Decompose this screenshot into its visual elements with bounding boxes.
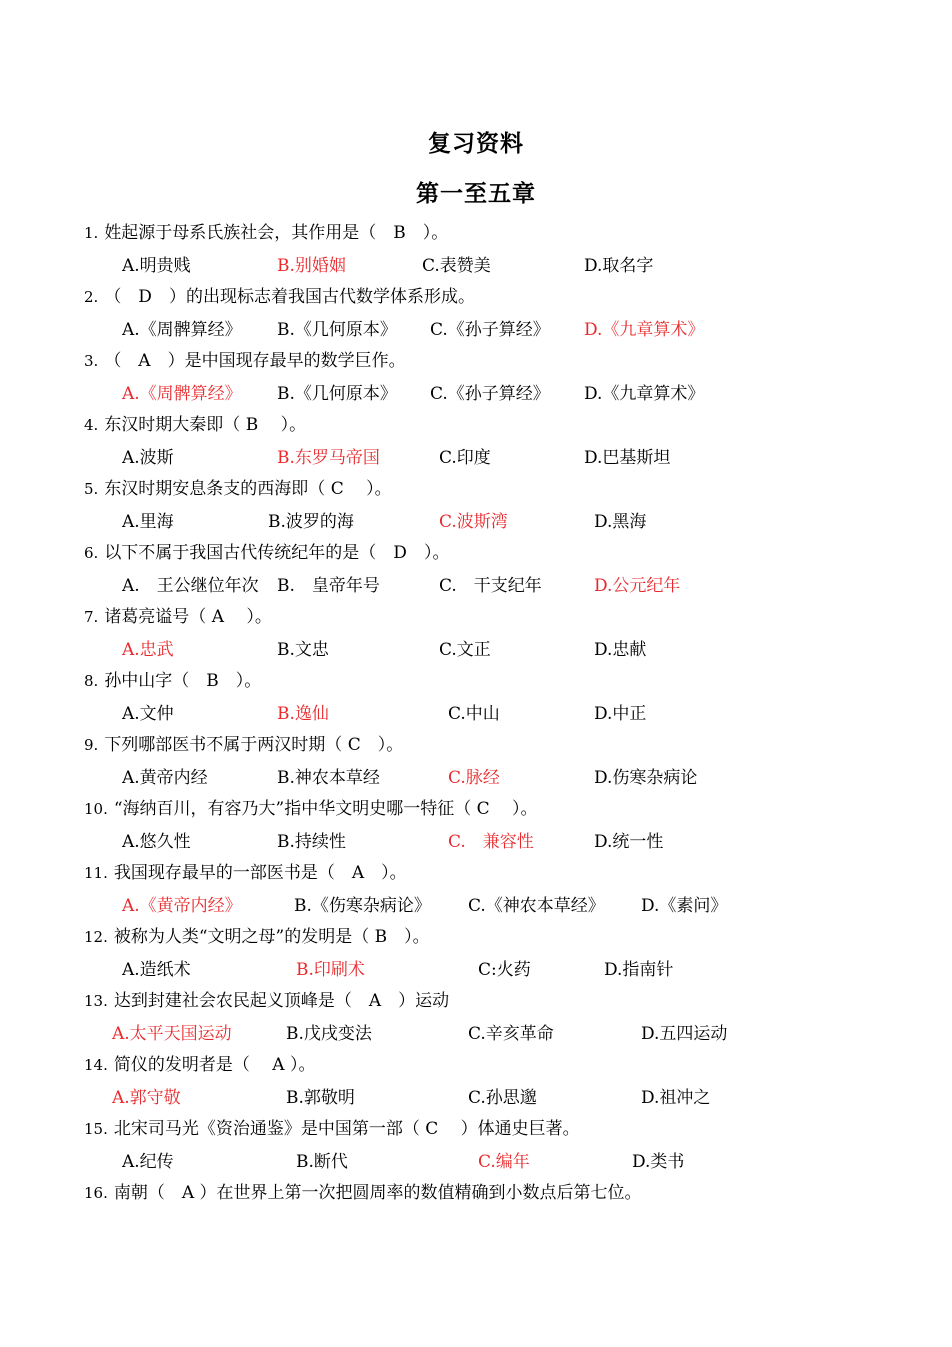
option: B. 皇帝年号 xyxy=(277,576,380,596)
correct-option: A.《周髀算经》 xyxy=(122,384,242,404)
question-number: 6. xyxy=(84,544,99,562)
option: C.印度 xyxy=(439,448,491,468)
option: B.持续性 xyxy=(277,832,346,852)
question-item xyxy=(84,348,924,412)
option: B.郭敬明 xyxy=(286,1088,355,1108)
question-number: 8. xyxy=(84,672,99,690)
option: D.祖冲之 xyxy=(641,1088,711,1108)
correct-option: B.印刷术 xyxy=(296,960,365,980)
option: C.《神农本草经》 xyxy=(468,896,605,916)
question-stem: 孙中山字（ B ）。 xyxy=(104,671,262,691)
correct-option: C.波斯湾 xyxy=(439,512,508,532)
option: B.《伤寒杂病论》 xyxy=(294,896,431,916)
option: B.断代 xyxy=(296,1152,348,1172)
option: D.统一性 xyxy=(594,832,664,852)
options-row xyxy=(84,765,924,791)
question-item xyxy=(84,412,924,476)
option: A.黄帝内经 xyxy=(122,768,208,788)
question-item xyxy=(84,284,924,348)
option: C.中山 xyxy=(448,704,500,724)
option: C. 干支纪年 xyxy=(439,576,542,596)
options-row xyxy=(84,317,924,343)
option: D.巴基斯坦 xyxy=(584,448,671,468)
correct-option: A.郭守敬 xyxy=(112,1088,181,1108)
option: D.《九章算术》 xyxy=(584,384,705,404)
correct-option: C.编年 xyxy=(478,1152,530,1172)
option: D.中正 xyxy=(594,704,647,724)
question-stem: 东汉时期大秦即（ B ）。 xyxy=(104,415,307,435)
option: A.纪传 xyxy=(122,1152,174,1172)
option: A.《周髀算经》 xyxy=(122,320,242,340)
option: D.《素问》 xyxy=(641,896,728,916)
question-item xyxy=(84,1180,924,1244)
option: C.表赞美 xyxy=(422,256,491,276)
question-text xyxy=(84,732,403,758)
question-number: 3. xyxy=(84,352,99,370)
question-text xyxy=(84,1116,580,1142)
option: B.波罗的海 xyxy=(268,512,354,532)
options-row xyxy=(84,1085,924,1111)
question-stem: “海纳百川，有容乃大”指中华文明史哪一特征（ C ）。 xyxy=(113,799,538,819)
question-text xyxy=(84,668,261,694)
option: C:火药 xyxy=(478,960,531,980)
options-row xyxy=(84,381,924,407)
question-stem: 简仪的发明者是（ A ）。 xyxy=(113,1055,316,1075)
question-number: 4. xyxy=(84,416,99,434)
question-item xyxy=(84,1116,924,1180)
question-number: 14. xyxy=(84,1056,108,1074)
option: A.悠久性 xyxy=(122,832,191,852)
correct-option: C. 兼容性 xyxy=(448,832,534,852)
question-text xyxy=(84,604,272,630)
question-text xyxy=(84,1052,315,1078)
option: D.指南针 xyxy=(604,960,674,980)
option: A.文仲 xyxy=(122,704,174,724)
correct-option: B.东罗马帝国 xyxy=(277,448,380,468)
question-stem: 达到封建社会农民起义顶峰是（ A ）运动 xyxy=(113,991,450,1011)
question-item xyxy=(84,988,924,1052)
question-stem: （ D ）的出现标志着我国古代数学体系形成。 xyxy=(104,287,475,307)
question-item xyxy=(84,860,924,924)
question-number: 2. xyxy=(84,288,99,306)
question-number: 15. xyxy=(84,1120,108,1138)
options-row xyxy=(84,1021,924,1047)
options-row xyxy=(84,957,924,983)
question-number: 9. xyxy=(84,736,99,754)
question-number: 16. xyxy=(84,1184,108,1202)
option: A.波斯 xyxy=(122,448,174,468)
question-stem: 北宋司马光《资治通鉴》是中国第一部（ C ）体通史巨著。 xyxy=(113,1119,580,1139)
options-row xyxy=(84,1149,924,1175)
options-row xyxy=(84,701,924,727)
option: D.五四运动 xyxy=(641,1024,728,1044)
correct-option: D.《九章算术》 xyxy=(584,320,705,340)
question-list xyxy=(84,220,924,1244)
option: D.取名字 xyxy=(584,256,654,276)
question-item xyxy=(84,668,924,732)
option: D.忠献 xyxy=(594,640,647,660)
options-row xyxy=(84,893,924,919)
correct-option: C.脉经 xyxy=(448,768,500,788)
options-row xyxy=(84,573,924,599)
question-item xyxy=(84,476,924,540)
option: D.伤寒杂病论 xyxy=(594,768,698,788)
question-stem: 南朝（ A ）在世界上第一次把圆周率的数值精确到小数点后第七位。 xyxy=(113,1183,642,1203)
question-text xyxy=(84,796,538,822)
option: B.《几何原本》 xyxy=(277,320,397,340)
option: C.《孙子算经》 xyxy=(430,320,550,340)
question-number: 13. xyxy=(84,992,108,1010)
question-item xyxy=(84,924,924,988)
question-stem: 姓起源于母系氏族社会，其作用是（ B ）。 xyxy=(104,223,449,243)
option: C.辛亥革命 xyxy=(468,1024,554,1044)
question-item xyxy=(84,540,924,604)
page-title: 复习资料 xyxy=(428,130,524,157)
question-item xyxy=(84,1052,924,1116)
question-text xyxy=(84,988,449,1014)
correct-option: B.别婚姻 xyxy=(277,256,346,276)
option: A.造纸术 xyxy=(122,960,191,980)
question-stem: 东汉时期安息条支的西海即（ C ）。 xyxy=(104,479,392,499)
option: A.里海 xyxy=(122,512,174,532)
options-row xyxy=(84,829,924,855)
question-item xyxy=(84,796,924,860)
options-row xyxy=(84,445,924,471)
option: A. 王公继位年次 xyxy=(122,576,259,596)
option: D.黑海 xyxy=(594,512,647,532)
question-item xyxy=(84,604,924,668)
option: C.孙思邈 xyxy=(468,1088,537,1108)
correct-option: A.《黄帝内经》 xyxy=(122,896,242,916)
option: D.类书 xyxy=(632,1152,685,1172)
page-subtitle: 第一至五章 xyxy=(416,180,536,207)
question-text xyxy=(84,220,448,246)
question-text xyxy=(84,540,449,566)
question-item xyxy=(84,732,924,796)
question-text xyxy=(84,924,430,950)
option: B.文忠 xyxy=(277,640,329,660)
question-item xyxy=(84,220,924,284)
option: B.戊戌变法 xyxy=(286,1024,372,1044)
question-stem: 下列哪部医书不属于两汉时期（ C ）。 xyxy=(104,735,404,755)
question-number: 1. xyxy=(84,224,99,242)
question-stem: （ A ）是中国现存最早的数学巨作。 xyxy=(104,351,406,371)
option: C.文正 xyxy=(439,640,491,660)
question-text xyxy=(84,284,475,310)
option: C.《孙子算经》 xyxy=(430,384,550,404)
option: B.《几何原本》 xyxy=(277,384,397,404)
question-text xyxy=(84,412,306,438)
options-row xyxy=(84,509,924,535)
question-text xyxy=(84,860,407,886)
options-row xyxy=(84,637,924,663)
option: B.神农本草经 xyxy=(277,768,380,788)
correct-option: A.忠武 xyxy=(122,640,174,660)
question-stem: 我国现存最早的一部医书是（ A ）。 xyxy=(113,863,407,883)
options-row xyxy=(84,253,924,279)
question-number: 10. xyxy=(84,800,108,818)
question-number: 12. xyxy=(84,928,108,946)
question-stem: 以下不属于我国古代传统纪年的是（ D ）。 xyxy=(104,543,450,563)
correct-option: A.太平天国运动 xyxy=(112,1024,232,1044)
question-text xyxy=(84,1180,642,1206)
question-stem: 被称为人类“文明之母”的发明是（ B ）。 xyxy=(113,927,430,947)
question-stem: 诸葛亮谥号（ A ）。 xyxy=(104,607,272,627)
correct-option: D.公元纪年 xyxy=(594,576,681,596)
question-text xyxy=(84,476,392,502)
question-number: 7. xyxy=(84,608,99,626)
correct-option: B.逸仙 xyxy=(277,704,329,724)
question-number: 11. xyxy=(84,864,108,882)
option: A.明贵贱 xyxy=(122,256,191,276)
question-number: 5. xyxy=(84,480,99,498)
question-text xyxy=(84,348,406,374)
